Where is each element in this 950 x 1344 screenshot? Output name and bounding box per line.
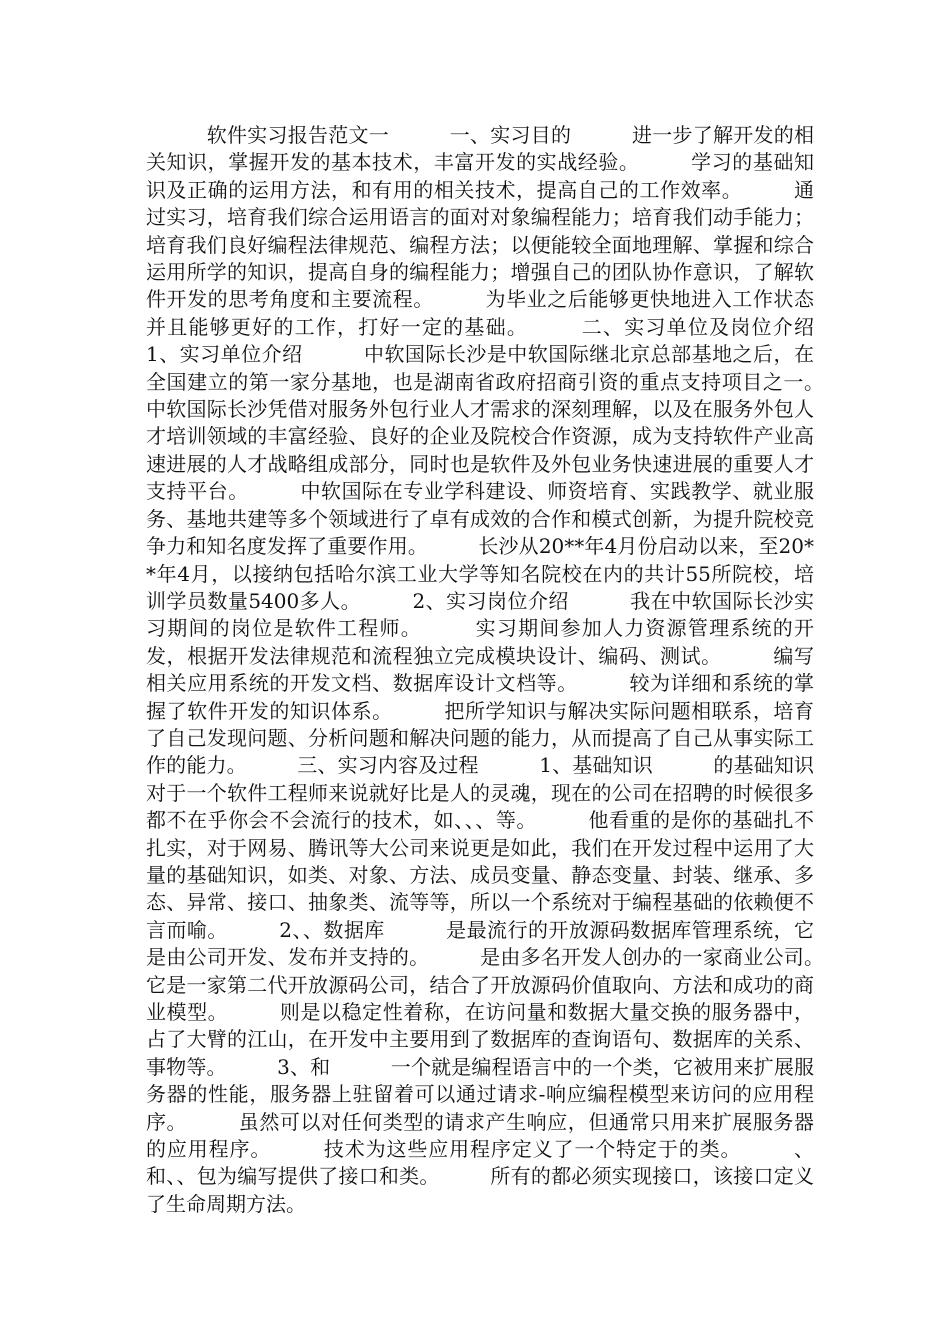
- document-body-text: 软件实习报告范文一 一、实习目的 进一步了解开发的相关知识，掌握开发的基本技术，丰富开发的实战经验。 学习的基础知识及正确的运用方法，和有用的相关技术，提高自己的工作效率。 通过实习，培育我们综合运用语言的面对对象编程能力；培育我们动手能力；培育我们良好编程法律规范、编程方法；以便能较全面地理解、掌握和综合运用所学的知识，提高自身的编程能力；增强自己的团队协作意识，了解软件开发的思考角度和主要流程。 为毕业之后能够更快地进入工作状态并且能够更好的工作，打好一定的基础。 二、实习单位及岗位介绍 1、实习单位介绍 中软国际长沙是中软国际继北京总部基地之后，在全国建立的第一家分基地，也是湖南省政府招商引资的重点支持项目之一。 中软国际长沙凭借对服务外包行业人才需求的深刻理解，以及在服务外包人才培训领域的丰富经验、良好的企业及院校合作资源，成为支持软件产业高速进展的人才战略组成部分，同时也是软件及外包业务快速进展的重要人才支持平台。 中软国际在专业学科建设、师资培育、实践教学、就业服务、基地共建等多个领域进行了卓有成效的合作和模式创新，为提升院校竞争力和知名度发挥了重要作用。 长沙从20**年4月份启动以来，至20**年4月，以接纳包括哈尔滨工业大学等知名院校在内的共计55所院校，培训学员数量5400多人。 2、实习岗位介绍 我在中软国际长沙实习期间的岗位是软件工程师。 实习期间参加人力资源管理系统的开发，根据开发法律规范和流程独立完成模块设计、编码、测试。 编写相关应用系统的开发文档、数据库设计文档等。 较为详细和系统的掌握了软件开发的知识体系。 把所学知识与解决实际问题相联系，培育了自己发现问题、分析问题和解决问题的能力，从而提高了自己从事实际工作的能力。 三、实习内容及过程 1、基础知识 的基础知识对于一个软件工程师来说就好比是人的灵魂，现在的公司在招聘的时候很多都不在乎你会不会流行的技术，如、、、等。 他看重的是你的基础扎不扎实，对于网易、腾讯等大公司来说更是如此，我们在开发过程中运用了大量的基础知识，如类、对象、方法、成员变量、静态变量、封装、继承、多态、异常、接口、抽象类、流等等，所以一个系统对于编程基础的依赖便不言而喻。 2、、数据库 是最流行的开放源码数据库管理系统，它是由公司开发、发布并支持的。 是由多名开发人创办的一家商业公司。 它是一家第二代开放源码公司，结合了开放源码价值取向、方法和成功的商业模型。 则是以稳定性着称，在访问量和数据大量交换的服务器中，占了大臂的江山，在开发中主要用到了数据库的查询语句、数据库的关系、事物等。 3、和 一个就是编程语言中的一个类，它被用来扩展服务器的性能，服务器上驻留着可以通过请求-响应编程模型来访问的应用程序。 虽然可以对任何类型的请求产生响应，但通常只用来扩展服务器的应用程序。 技术为这些应用程序定义了一个特定于的类。 、和、、包为编写提供了接口和类。 所有的都必须实现接口，该接口定义了生命周期方法。: [146, 123, 874, 1216]
